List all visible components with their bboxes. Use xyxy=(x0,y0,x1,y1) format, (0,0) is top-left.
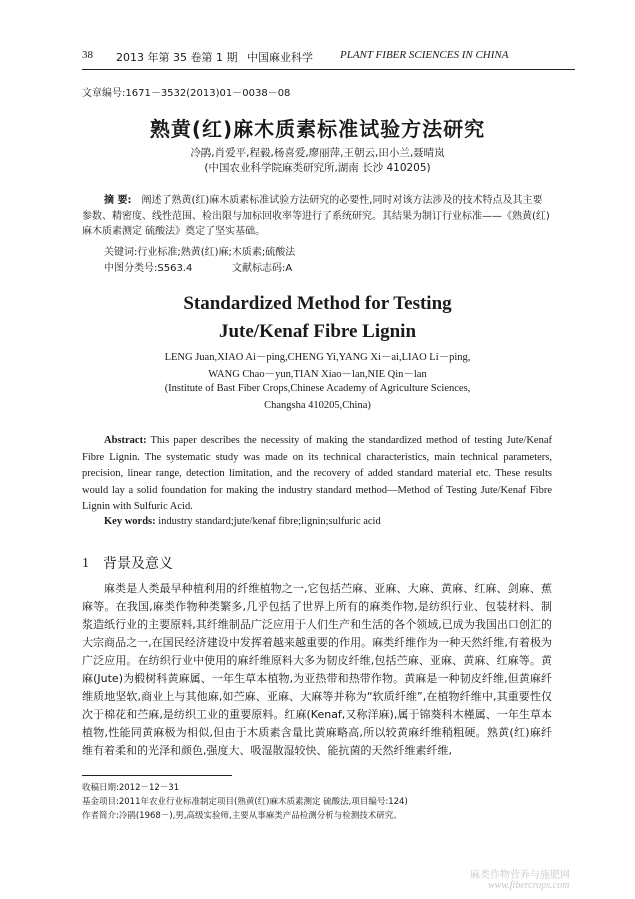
body-paragraph: 麻类是人类最早种植利用的纤维植物之一,它包括苎麻、亚麻、大麻、黄麻、红麻、剑麻、蕉麻等。在我国,麻类作物种类繁多,几乎包括了世界上所有的麻类作物,是纺织行业、包装材料、制浆造纸行业的主要原料,其纤维制品广泛应用于人们生产和生活的各个领域,已成为我国出口创汇的大宗商品之一,在国民经济建设中发挥着越来越重要的作用。麻类纤维作为一种天然纤维,有着极为广泛应用。在纺织行业中使用的麻纤维原料大多为韧皮纤维,包括苎麻、亚麻、黄麻、红麻等。黄麻(Jute)为椴树科黄麻属、一年生草本植物,为亚热带和热带作物。黄麻是一种韧皮纤维,但黄麻纤维质地坚软,商业上与其他麻,如苎麻、亚麻、大麻等并称为“软质纤维”,在植物纤维中,其重要性仅次于棉花和苎麻,是纺织工业的重要原料。红麻(Kenaf,又称洋麻),属于锦葵科木槿属、一年生草本植物,性能同黄麻极为相似,但由于木质素含量比黄麻略高,所以较黄麻纤维稍粗硬。熟黄(红)麻纤维有着柔和的光泽和颜色,强度大、吸湿散湿较快、能抗菌的天然纤维素纤维, xyxy=(82,582,552,757)
issue-info: 2013 年第 35 卷第 1 期 xyxy=(116,51,238,64)
abstract-cn-label: 摘 要: xyxy=(104,195,132,206)
section-body xyxy=(82,580,552,760)
section-title: 背景及意义 xyxy=(103,556,173,572)
abstract-cn-text: 阐述了熟黄(红)麻木质素标准试验方法研究的必要性,同时对该方法涉及的技术特点及其主要参数、精密度、线性范围、检出限与加标回收率等进行了系统研究。其结果为制订行业标准——《熟黄(红)麻木质素测定 硫酸法》奠定了坚实基础。 xyxy=(82,195,550,237)
affiliation-cn: (中国农业科学院麻类研究所,湖南 长沙 410205) xyxy=(204,162,431,174)
classification-number: 中图分类号:S563.4 xyxy=(104,263,193,274)
header-rule xyxy=(82,69,575,70)
abstract-en xyxy=(82,433,552,516)
watermark-site-name: 麻类作物营养与施肥网 xyxy=(470,870,570,881)
abstract-en-text: This paper describes the necessity of making the standardized method of testing Jute/Kenaf Fibre Lignin. The systematic study was made on its technical characteristics, main technical parameters, precision, linear range, detection limitation, and the recovery of added standard material etc. These results would lay a solid foundation for making the industry standard method—Method of Testing Jute/Kenaf Fibre Lignin with Sulfuric Acid. xyxy=(82,435,553,512)
affiliation-en-line2: Changsha 410205,China) xyxy=(264,400,371,411)
watermark-url: www.fibercrops.com xyxy=(488,880,570,891)
title-cn: 熟黄(红)麻木质素标准试验方法研究 xyxy=(149,117,486,141)
article-number: 文章编号:1671－3532(2013)01－0038－08 xyxy=(82,88,291,99)
authors-en-line1: LENG Juan,XIAO Ai－ping,CHENG Yi,YANG Xi－ai,LIAO Li－ping, xyxy=(164,352,471,363)
footnote-rule xyxy=(82,775,232,776)
keywords-en-text: industry standard;jute/kenaf fibre;lignin;sulfuric acid xyxy=(158,516,381,527)
title-en-line2: Jute/Kenaf Fibre Lignin xyxy=(218,321,417,342)
journal-name-cn: 中国麻业科学 xyxy=(247,51,313,64)
abstract-en-label: Abstract: xyxy=(104,435,147,446)
section-number: 1 xyxy=(82,556,89,571)
affiliation-en-line1: (Institute of Bast Fiber Crops,Chinese Academy of Agriculture Sciences, xyxy=(164,383,471,394)
authors-en-line2: WANG Chao－yun,TIAN Xiao－lan,NIE Qin－lan xyxy=(208,369,427,380)
footnote-received: 收稿日期:2012－12－31 xyxy=(82,783,180,793)
document-code: 文献标志码:A xyxy=(232,263,293,274)
page-number: 38 xyxy=(82,49,93,61)
journal-name-en: PLANT FIBER SCIENCES IN CHINA xyxy=(340,49,509,61)
keywords-en-label: Key words: xyxy=(104,516,156,527)
authors-cn: 冷鹃,肖爱平,程毅,杨喜爱,廖丽萍,王朝云,田小兰,聂晴岚 xyxy=(190,147,445,159)
footnote-author: 作者简介:冷鹃(1968－),男,高级实验师,主要从事麻类产品检测分析与检测技术研究。 xyxy=(82,811,402,821)
title-en-line1: Standardized Method for Testing xyxy=(183,293,452,314)
keywords-en xyxy=(104,516,381,527)
keywords-cn: 关键词:行业标准;熟黄(红)麻;木质素;硫酸法 xyxy=(104,247,296,258)
footnote-fund: 基金项目:2011年农业行业标准制定项目(熟黄(红)麻木质素测定 硫酸法,项目编号:124) xyxy=(82,797,408,807)
abstract-cn xyxy=(82,193,552,240)
